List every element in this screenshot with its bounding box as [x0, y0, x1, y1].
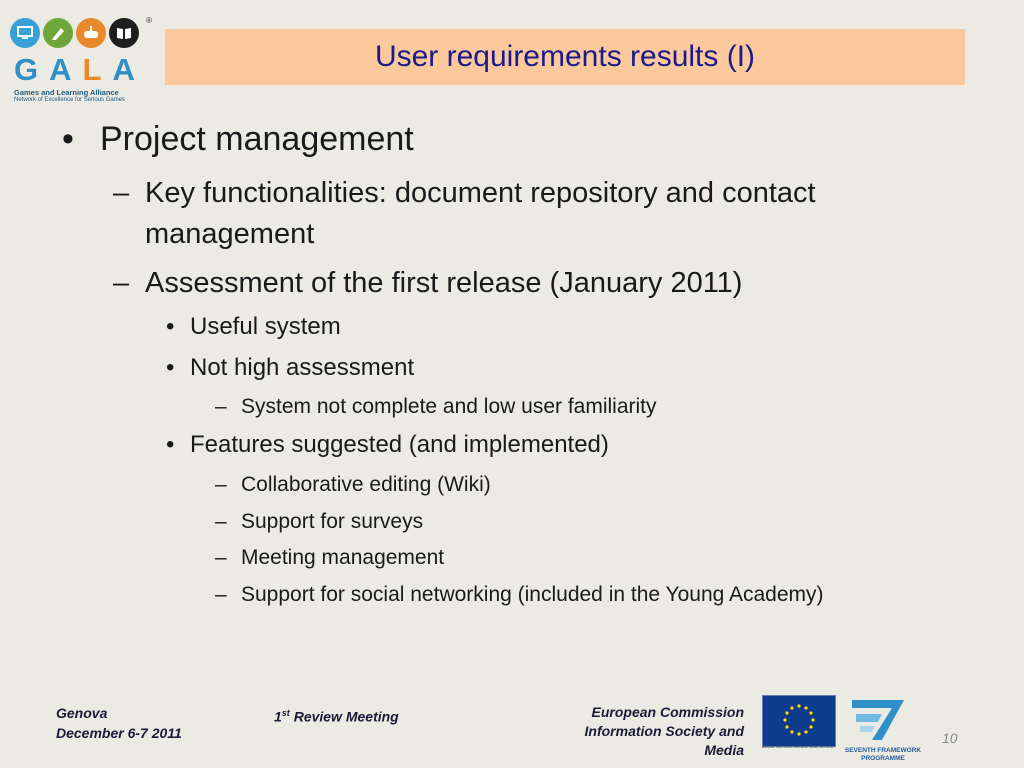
logo-wordmark: GALA — [14, 52, 146, 87]
logo-tagline: Games and Learning Alliance — [14, 88, 119, 97]
registered-mark: ® — [146, 16, 152, 25]
gamepad-icon — [76, 18, 106, 48]
logo-icons — [10, 18, 148, 48]
logo-subtagline: Network of Excellence for Serious Games — [14, 97, 126, 103]
slide-title: User requirements results (I) — [374, 40, 756, 73]
eu-flag-logo — [762, 695, 836, 747]
pen-icon — [43, 18, 73, 48]
fp7-line1: SEVENTH FRAMEWORK — [844, 747, 922, 754]
eu-caption: European Commission Information Society and Media — [762, 745, 834, 749]
footer-dates: December 6-7 2011 — [56, 725, 182, 741]
book-icon — [109, 18, 139, 48]
footer-location: Genova — [56, 705, 108, 721]
gala-logo — [10, 16, 152, 104]
computer-icon — [10, 18, 40, 48]
title-bar — [165, 29, 965, 85]
footer-location-block — [56, 703, 182, 743]
fp7-line2: PROGRAMME — [861, 755, 905, 762]
footer-commission: European Commission Information Society and Media — [584, 704, 744, 758]
page-number: 10 — [942, 730, 958, 746]
fp7-logo — [842, 694, 924, 760]
footer-meeting: 1st Review Meeting — [274, 708, 399, 725]
